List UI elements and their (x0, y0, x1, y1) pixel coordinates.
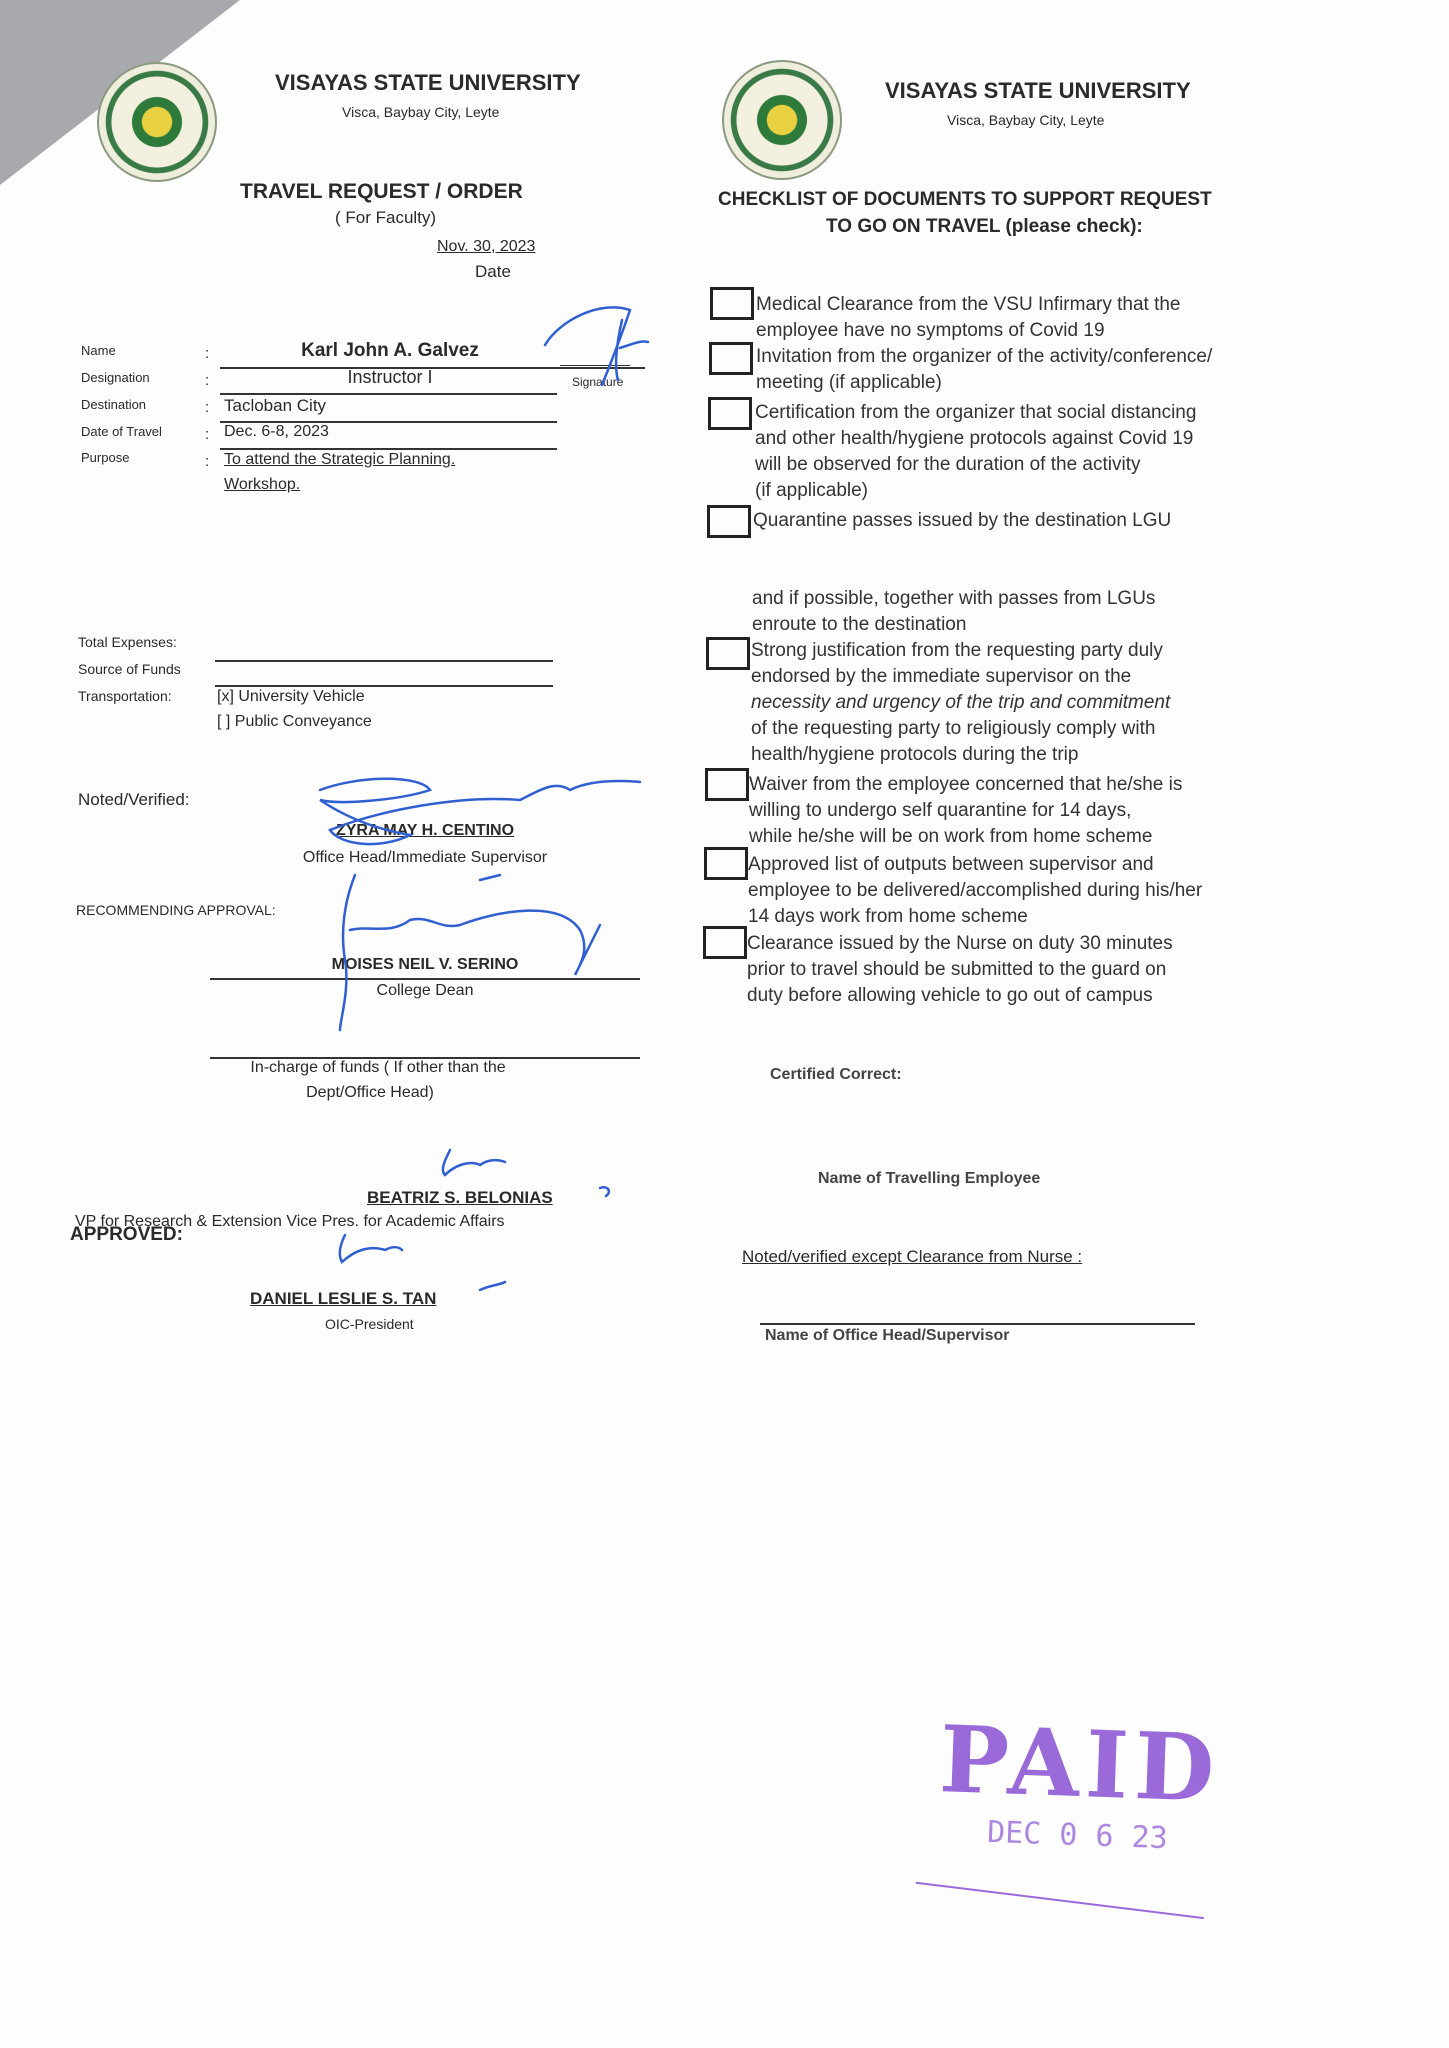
vp-title: VP for Research & Extension Vice Pres. for Academic Affairs (75, 1213, 505, 1230)
destination-label: Destination (81, 397, 147, 412)
transport-public-conveyance: [ ] Public Conveyance (217, 713, 372, 730)
form-subtitle: ( For Faculty) (335, 208, 437, 227)
date-label: Date (475, 262, 511, 281)
travelling-employee-label: Name of Travelling Employee (818, 1170, 1041, 1187)
supervisor-title: Office Head/Immediate Supervisor (302, 849, 548, 866)
checklist-item-quarantine-continuation: and if possible, together with passes from LGUs enroute to the destination (752, 588, 1156, 635)
paid-stamp (914, 1694, 1241, 1925)
checklist-item-invitation: Invitation from the organizer of the activity/conference/ meeting (if applicable) (756, 346, 1213, 393)
dean-line (210, 978, 640, 980)
checkbox-medical-clearance[interactable] (710, 287, 754, 320)
checkbox-nurse-clearance[interactable] (703, 926, 747, 959)
office-head-line (760, 1323, 1195, 1325)
checkbox-certification[interactable] (708, 397, 752, 430)
university-name: VISAYAS STATE UNIVERSITY (275, 70, 581, 95)
university-seal-logo (722, 60, 842, 180)
request-date: Nov. 30, 2023 (437, 238, 536, 255)
total-expenses-label: Total Expenses: (78, 634, 177, 650)
checkbox-invitation[interactable] (709, 342, 753, 375)
dean-name: MOISES NEIL V. SERINO (331, 956, 519, 973)
university-address: Visca, Baybay City, Leyte (342, 104, 500, 120)
source-of-funds-label: Source of Funds (78, 661, 181, 677)
paid-stamp-text: PAID (937, 1705, 1223, 1823)
checklist-item-quarantine-passes: Quarantine passes issued by the destination LGU (753, 510, 1172, 531)
total-expenses-line (215, 660, 553, 662)
requester-signature (545, 307, 648, 385)
checkbox-waiver[interactable] (705, 768, 749, 801)
checklist-item-strong-justification: Strong justification from the requesting party duly endorsed by the immediate supervisor on the necessity and urgency of the trip and commitment of the requesting party to religiously comply with health/hygiene protocols during the trip (751, 640, 1171, 765)
source-of-funds-line (215, 685, 553, 687)
checklist-item-medical-clearance: Medical Clearance from the VSU Infirmary that the employee have no symptoms of Covid 19 (756, 294, 1181, 341)
name-value: Karl John A. Galvez (301, 340, 479, 361)
checklist-item-nurse-clearance: Clearance issued by the Nurse on duty 30 minutes prior to travel should be submitted to the guard on duty before allowing vehicle to go out of campus (747, 933, 1173, 1006)
paid-stamp-underline (916, 1882, 1204, 1919)
transport-university-vehicle: [x] University Vehicle (217, 688, 365, 705)
vp-name: BEATRIZ S. BELONIAS (367, 1188, 553, 1207)
purpose-label: Purpose (81, 450, 130, 465)
designation-value: Instructor I (347, 367, 433, 387)
noted-except-nurse-label: Noted/verified except Clearance from Nurse : (742, 1247, 1083, 1266)
checklist-item-approved-outputs: Approved list of outputs between supervisor and employee to be delivered/accomplished during his/her 14 days work from home scheme (748, 854, 1203, 927)
destination-value: Tacloban City (224, 396, 327, 415)
funds-incharge-label: In-charge of funds ( If other than the (250, 1059, 506, 1076)
checklist-item-waiver: Waiver from the employee concerned that he/she is willing to undergo self quarantine for 14 days, while he/she will be on work from home scheme (749, 774, 1183, 847)
colons: : : : : : (205, 345, 210, 470)
checkbox-approved-outputs[interactable] (704, 847, 748, 880)
checklist-title-2: TO GO ON TRAVEL (please check): (826, 216, 1143, 237)
president-title: OIC-President (325, 1316, 414, 1332)
name-label: Name (81, 343, 116, 358)
university-name: VISAYAS STATE UNIVERSITY (885, 78, 1191, 103)
transportation-label: Transportation: (78, 688, 172, 704)
checkbox-quarantine-passes[interactable] (707, 505, 751, 538)
paid-stamp-date: DEC 0 6 23 (986, 1814, 1169, 1857)
checkbox-strong-justification[interactable] (706, 637, 750, 670)
signature-line (560, 365, 630, 366)
funds-incharge-label-2: Dept/Office Head) (306, 1084, 434, 1101)
dean-signature (340, 875, 600, 1030)
checklist-item-certification: Certification from the organizer that social distancing and other health/hygiene protocols against Covid 19 will be observed for the duration of the activity (if applicable) (755, 402, 1197, 501)
university-seal-logo (97, 62, 217, 182)
dean-title: College Dean (376, 982, 474, 999)
certified-correct-label: Certified Correct: (770, 1066, 902, 1083)
office-head-label: Name of Office Head/Supervisor (765, 1327, 1010, 1344)
university-address: Visca, Baybay City, Leyte (947, 112, 1105, 128)
date-of-travel-value: Dec. 6-8, 2023 (224, 423, 329, 440)
purpose-value-line2: Workshop. (224, 476, 301, 493)
purpose-value: To attend the Strategic Planning. (224, 451, 456, 468)
date-of-travel-line (220, 448, 557, 450)
recommending-approval-label: RECOMMENDING APPROVAL: (76, 902, 276, 918)
signature-label: Signature (572, 375, 624, 389)
designation-label: Designation (81, 370, 150, 385)
president-signature (340, 1235, 505, 1290)
noted-verified-label: Noted/Verified: (78, 790, 190, 809)
supervisor-name: ZYRA MAY H. CENTINO (335, 822, 515, 839)
date-of-travel-label: Date of Travel (81, 424, 162, 439)
form-title: TRAVEL REQUEST / ORDER (240, 180, 523, 203)
president-name: DANIEL LESLIE S. TAN (250, 1289, 437, 1308)
designation-line (220, 393, 557, 395)
approved-label: APPROVED: (70, 1224, 183, 1245)
checklist-title: CHECKLIST OF DOCUMENTS TO SUPPORT REQUEST (718, 189, 1212, 210)
